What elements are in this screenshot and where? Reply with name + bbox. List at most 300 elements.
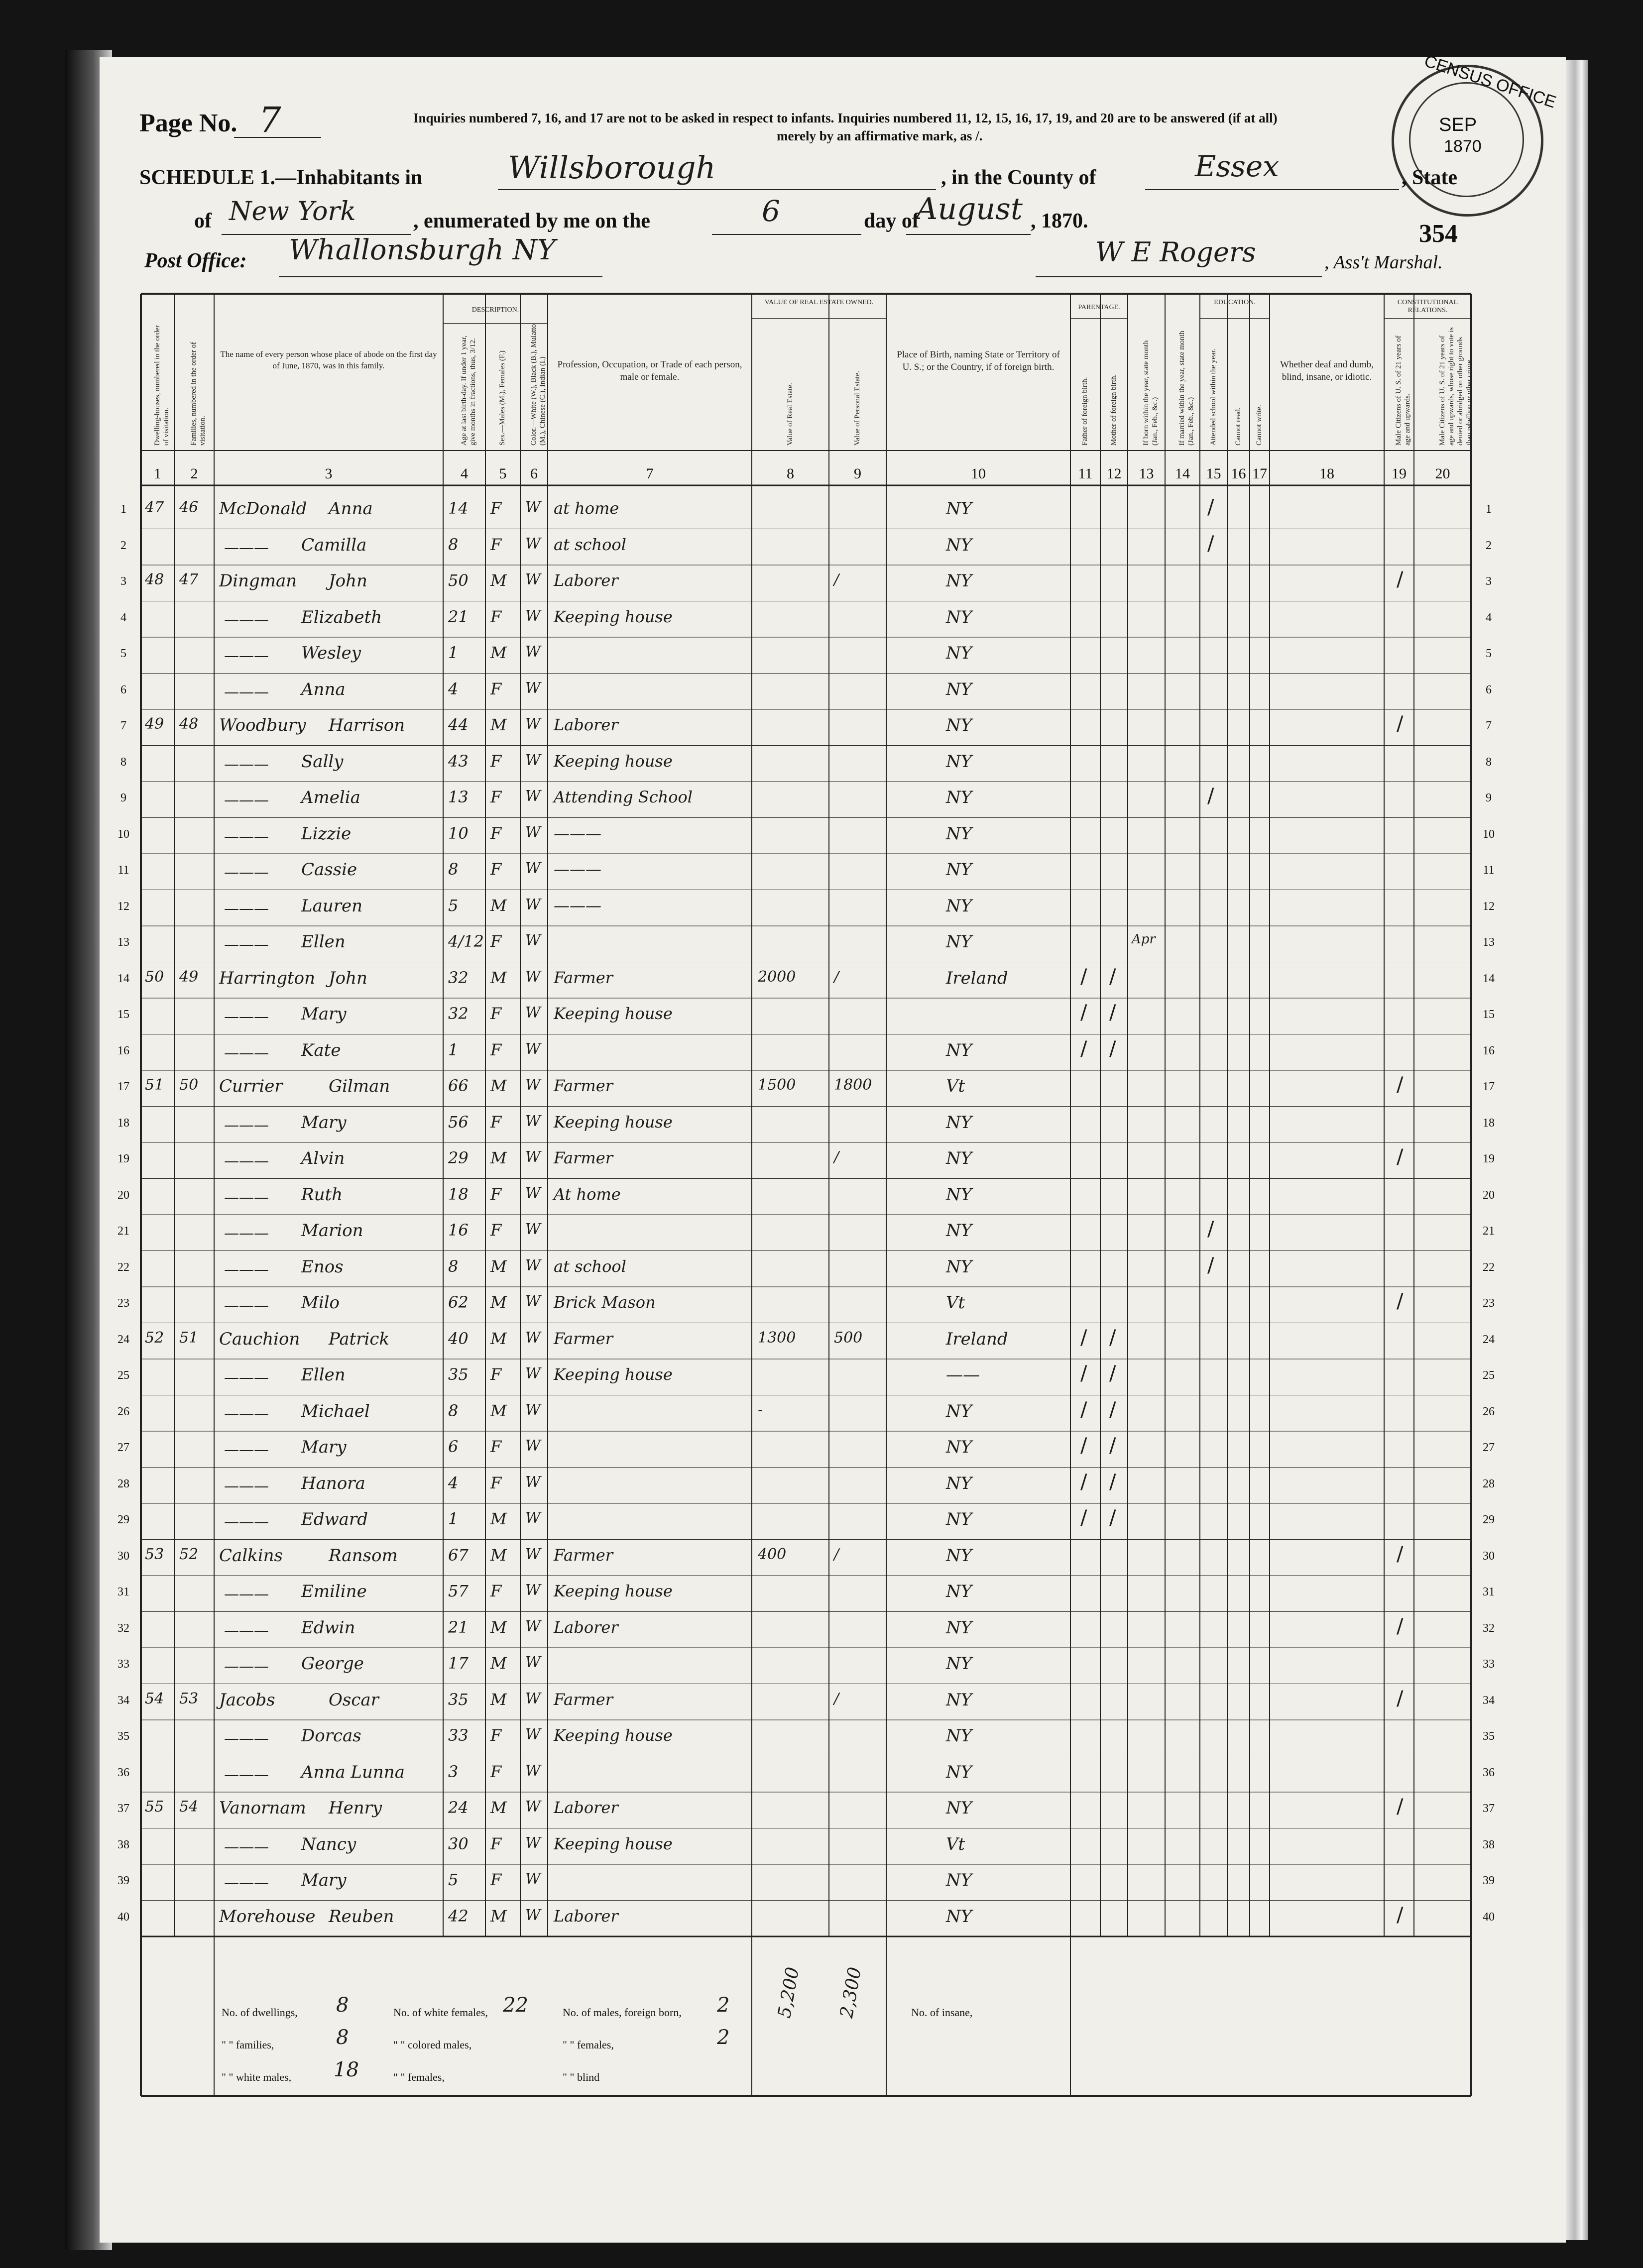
header-c4: Age at last birth-day. If under 1 year, give months in fractions, thus, 3/12.: [460, 335, 477, 446]
given-name: Alvin: [301, 1148, 345, 1168]
family-number: 53: [179, 1690, 199, 1707]
sex: M: [490, 1076, 507, 1095]
stamp-text: CENSUS OFFICE: [1422, 51, 1559, 112]
citizen-mark: /: [1397, 712, 1404, 735]
row-number-left: 19: [117, 1152, 129, 1165]
real-estate-value: 1500: [758, 1076, 796, 1094]
age: 42: [448, 1906, 469, 1926]
occupation: Farmer: [554, 1329, 613, 1348]
given-name: Ellen: [301, 1365, 346, 1385]
father-foreign-mark: /: [1080, 1470, 1087, 1493]
age: 8: [448, 535, 459, 554]
age: 1: [448, 1509, 459, 1528]
header-c12: Mother of foreign birth.: [1109, 374, 1118, 446]
occupation: Laborer: [554, 1617, 618, 1637]
color: W: [525, 1798, 541, 1815]
color: W: [525, 932, 541, 949]
row-number-right: 40: [1483, 1910, 1495, 1924]
occupation: Farmer: [554, 968, 613, 987]
father-foreign-mark: /: [1080, 1398, 1087, 1421]
row-number-right: 15: [1483, 1008, 1495, 1021]
occupation: Farmer: [554, 1545, 613, 1565]
surname: Vanornam: [219, 1798, 306, 1818]
family-number: 50: [179, 1076, 199, 1094]
same-surname-dash: ———: [224, 792, 269, 809]
given-name: Oscar: [329, 1690, 379, 1710]
real-estate-value: 1300: [758, 1329, 796, 1347]
sex: F: [490, 788, 502, 806]
color: W: [525, 1762, 541, 1780]
row-number-right: 18: [1483, 1116, 1495, 1130]
citizen-mark: /: [1397, 1145, 1404, 1168]
row-number-left: 11: [117, 864, 129, 877]
color: W: [525, 751, 541, 769]
schedule-label: SCHEDULE 1.—Inhabitants in: [139, 166, 423, 189]
birthplace: NY: [946, 932, 972, 952]
row-number-left: 30: [117, 1549, 129, 1563]
row-number-right: 16: [1483, 1044, 1495, 1057]
birthplace: NY: [946, 1112, 972, 1133]
row-number-left: 7: [120, 719, 126, 732]
sex: M: [490, 896, 507, 915]
given-name: George: [301, 1654, 364, 1674]
family-number: 54: [179, 1798, 199, 1815]
row-number-right: 6: [1486, 683, 1492, 696]
given-name: Kate: [301, 1040, 341, 1060]
color: W: [525, 1329, 541, 1347]
dwelling-number: 53: [145, 1545, 164, 1563]
marshal-label: , Ass't Marshal.: [1324, 252, 1443, 273]
row-number-right: 24: [1483, 1333, 1495, 1346]
birthplace: Vt: [946, 1834, 965, 1854]
county-label: , in the County of: [941, 166, 1096, 189]
white-males-count: 18: [334, 2058, 359, 2081]
given-name: Anna: [301, 679, 346, 699]
dwelling-number: 52: [145, 1329, 164, 1347]
row-number-left: 12: [117, 900, 129, 913]
same-surname-dash: ———: [224, 1658, 269, 1675]
occupation: Laborer: [554, 715, 618, 734]
color: W: [525, 571, 541, 588]
row-number-right: 29: [1483, 1513, 1495, 1526]
family-number: 46: [179, 499, 199, 516]
group-education: EDUCATION.: [1214, 299, 1256, 306]
given-name: Ransom: [329, 1545, 398, 1566]
birthplace: NY: [946, 607, 972, 627]
row-number-left: 3: [120, 575, 126, 588]
row-number-right: 36: [1483, 1766, 1495, 1779]
age: 24: [448, 1798, 469, 1817]
row-number-right: 2: [1486, 539, 1492, 552]
sex: M: [490, 1148, 507, 1167]
given-name: Mary: [301, 1437, 347, 1457]
occupation: ———: [554, 860, 601, 879]
same-surname-dash: ———: [224, 1405, 269, 1423]
occupation: ———: [554, 823, 601, 843]
females-foreign-label: " " females,: [563, 2039, 614, 2051]
header-c18: Whether deaf and dumb, blind, insane, or idiotic.: [1280, 359, 1374, 382]
color: W: [525, 788, 541, 805]
occupation: Keeping house: [554, 1112, 673, 1132]
header-c20: Male Citizens of U. S. of 21 years of age and upwards, whose right to vote is denied or abridged on other grounds than rebellion or other crime.: [1438, 327, 1473, 446]
surname: McDonald: [219, 499, 307, 519]
age: 57: [448, 1582, 469, 1600]
birthplace: NY: [946, 1870, 972, 1890]
color: W: [525, 1040, 541, 1058]
occupation: at school: [554, 1256, 626, 1276]
column-number: 19: [1392, 465, 1407, 482]
sex: M: [490, 1798, 507, 1817]
same-surname-dash: ———: [224, 1116, 269, 1134]
place-name: Willsborough: [508, 149, 716, 186]
row-number-right: 19: [1483, 1152, 1495, 1165]
birthplace: NY: [946, 1617, 972, 1638]
age: 3: [448, 1762, 459, 1781]
birthplace: NY: [946, 1401, 972, 1421]
given-name: Edwin: [301, 1617, 355, 1638]
dwelling-number: 55: [145, 1798, 164, 1815]
row-number-right: 9: [1486, 792, 1492, 804]
birthplace: NY: [946, 1762, 972, 1782]
same-surname-dash: ———: [224, 1152, 269, 1170]
row-number-left: 10: [117, 827, 129, 841]
mother-foreign-mark: /: [1109, 1398, 1116, 1421]
age: 67: [448, 1545, 469, 1565]
header-c2: Families, numbered in the order of visitation.: [190, 341, 207, 446]
color: W: [525, 1437, 541, 1455]
sex: F: [490, 1870, 502, 1889]
age: 18: [448, 1184, 469, 1204]
row-number-left: 4: [120, 611, 126, 624]
sex: F: [490, 1221, 502, 1240]
birthplace: Vt: [946, 1076, 965, 1096]
given-name: Lauren: [301, 896, 363, 916]
females-foreign-count: 2: [717, 2026, 730, 2049]
row-number-left: 22: [117, 1260, 129, 1274]
same-surname-dash: ———: [224, 900, 269, 917]
same-surname-dash: ———: [224, 1369, 269, 1386]
row-number-left: 5: [120, 647, 126, 660]
birth-month: Apr: [1132, 932, 1156, 947]
row-number-left: 1: [120, 503, 126, 516]
birthplace: NY: [946, 1798, 972, 1818]
birthplace: NY: [946, 1690, 972, 1710]
surname: Jacobs: [219, 1690, 275, 1710]
header-c9: Value of Personal Estate.: [853, 371, 861, 446]
sex: M: [490, 1906, 507, 1926]
dwellings-count: 8: [336, 1994, 349, 2017]
marshal-name: W E Rogers: [1095, 236, 1256, 268]
citizen-mark: /: [1397, 568, 1404, 591]
dwelling-number: 50: [145, 968, 164, 986]
occupation: Laborer: [554, 571, 618, 590]
same-surname-dash: ———: [224, 1838, 269, 1856]
color: W: [525, 1834, 541, 1852]
sex: M: [490, 1256, 507, 1276]
row-number-right: 32: [1483, 1621, 1495, 1635]
sex: M: [490, 1654, 507, 1673]
occupation: at school: [554, 535, 626, 554]
real-estate-value: 400: [758, 1545, 787, 1563]
column-number: 9: [854, 465, 861, 482]
row-number-left: 26: [117, 1405, 129, 1418]
sex: M: [490, 571, 507, 590]
given-name: Anna Lunna: [301, 1762, 405, 1782]
given-name: Anna: [329, 499, 373, 519]
row-number-right: 3: [1486, 575, 1492, 588]
enumerated-label: , enumerated by me on the: [413, 210, 650, 232]
insane-label: No. of insane,: [911, 2006, 973, 2019]
citizen-mark: /: [1397, 1542, 1404, 1566]
color: W: [525, 1690, 541, 1707]
sex: M: [490, 1509, 507, 1528]
sex: F: [490, 607, 502, 626]
group-value: VALUE OF REAL ESTATE OWNED.: [764, 299, 874, 306]
row-number-left: 39: [117, 1874, 129, 1887]
age: 35: [448, 1365, 469, 1384]
mother-foreign-mark: /: [1109, 965, 1116, 988]
given-name: Gilman: [329, 1076, 390, 1096]
sex: F: [490, 499, 502, 518]
row-number-left: 15: [117, 1008, 129, 1021]
surname: Dingman: [219, 571, 297, 591]
enumeration-month: August: [916, 192, 1023, 227]
state-label: , State: [1402, 166, 1457, 189]
family-number: 47: [179, 571, 199, 588]
school-mark: /: [1207, 1218, 1214, 1241]
row-number-left: 24: [117, 1333, 129, 1346]
row-number-left: 25: [117, 1369, 129, 1382]
given-name: Nancy: [301, 1834, 356, 1854]
given-name: Ruth: [301, 1184, 343, 1205]
age: 1: [448, 643, 459, 662]
row-number-right: 27: [1483, 1441, 1495, 1454]
mother-foreign-mark: /: [1109, 1362, 1116, 1385]
age: 5: [448, 896, 459, 915]
birthplace: NY: [946, 1545, 972, 1566]
column-number: 8: [787, 465, 794, 482]
birthplace: Ireland: [946, 1329, 1008, 1349]
given-name: Camilla: [301, 535, 367, 555]
same-surname-dash: ———: [224, 1225, 269, 1242]
given-name: Emiline: [301, 1582, 367, 1601]
age: 35: [448, 1690, 469, 1709]
row-number-right: 8: [1486, 755, 1492, 769]
surname: Morehouse: [219, 1906, 316, 1927]
same-surname-dash: ———: [224, 1477, 269, 1495]
same-surname-dash: ———: [224, 1874, 269, 1892]
header-c19: Male Citizens of U. S. of 21 years of age and upwards.: [1395, 336, 1411, 446]
given-name: Marion: [301, 1221, 363, 1241]
color: W: [525, 1654, 541, 1671]
color: W: [525, 860, 541, 877]
mother-foreign-mark: /: [1109, 1470, 1116, 1493]
color: W: [525, 535, 541, 553]
color: W: [525, 643, 541, 661]
sex: M: [490, 1401, 507, 1420]
header-c10: Place of Birth, naming State or Territory of U. S.; or the Country, if of foreign birth.: [897, 349, 1060, 372]
row-number-left: 40: [117, 1910, 129, 1924]
row-number-right: 22: [1483, 1260, 1495, 1274]
same-surname-dash: ———: [224, 1586, 269, 1603]
occupation: Keeping house: [554, 1582, 673, 1600]
school-mark: /: [1207, 496, 1214, 519]
column-number: 1: [154, 465, 161, 482]
occupation: Farmer: [554, 1076, 613, 1095]
row-number-left: 37: [117, 1802, 129, 1815]
row-number-left: 32: [117, 1621, 129, 1635]
citizen-mark: /: [1397, 1795, 1404, 1818]
surname: Calkins: [219, 1545, 283, 1566]
occupation: Laborer: [554, 1798, 618, 1817]
row-number-right: 28: [1483, 1477, 1495, 1490]
stamp-year: 1870: [1444, 137, 1482, 156]
same-surname-dash: ———: [224, 936, 269, 953]
family-number: 48: [179, 715, 199, 733]
families-count: 8: [336, 2026, 349, 2049]
row-number-right: 35: [1483, 1730, 1495, 1743]
age: 6: [448, 1437, 459, 1456]
occupation: At home: [554, 1184, 621, 1204]
header-c16: Cannot read.: [1234, 407, 1242, 446]
row-number-right: 4: [1486, 611, 1492, 624]
dwelling-number: 48: [145, 571, 164, 588]
personal-estate-value: /: [834, 571, 839, 588]
column-number: 3: [325, 465, 333, 482]
age: 40: [448, 1329, 469, 1348]
same-surname-dash: ———: [224, 1621, 269, 1639]
occupation: Laborer: [554, 1906, 618, 1926]
age: 17: [448, 1654, 469, 1673]
same-surname-dash: ———: [224, 683, 269, 701]
dwelling-number: 49: [145, 715, 164, 733]
occupation: Keeping house: [554, 607, 673, 626]
same-surname-dash: ———: [224, 1044, 269, 1062]
given-name: Reuben: [329, 1906, 394, 1927]
birthplace: NY: [946, 1726, 972, 1746]
birthplace: ——: [946, 1365, 980, 1385]
group-parentage: PARENTAGE.: [1078, 304, 1120, 311]
given-name: Wesley: [301, 643, 361, 663]
row-number-right: 14: [1483, 972, 1495, 985]
same-surname-dash: ———: [224, 1766, 269, 1784]
surname: Woodbury: [219, 715, 306, 735]
row-number-right: 26: [1483, 1405, 1495, 1418]
age: 56: [448, 1112, 469, 1132]
row-number-right: 20: [1483, 1188, 1495, 1202]
given-name: Mary: [301, 1004, 347, 1024]
occupation: Attending School: [554, 788, 693, 806]
row-number-right: 31: [1483, 1586, 1495, 1598]
same-surname-dash: ———: [224, 539, 269, 557]
column-number: 16: [1231, 465, 1246, 482]
color: W: [525, 1726, 541, 1743]
sex: F: [490, 1582, 502, 1600]
row-number-right: 17: [1483, 1080, 1495, 1093]
school-mark: /: [1207, 532, 1214, 555]
birthplace: NY: [946, 1040, 972, 1060]
birthplace: NY: [946, 535, 972, 555]
color: W: [525, 1509, 541, 1527]
stamp-month: SEP: [1439, 114, 1477, 135]
row-number-left: 21: [117, 1225, 129, 1238]
column-number: 20: [1435, 465, 1450, 482]
father-foreign-mark: /: [1080, 965, 1087, 988]
column-number: 6: [530, 465, 538, 482]
sex: F: [490, 1040, 502, 1059]
sex: F: [490, 1473, 502, 1492]
families-label: " " families,: [222, 2039, 274, 2051]
father-foreign-mark: /: [1080, 1037, 1087, 1060]
family-number: 52: [179, 1545, 199, 1563]
same-surname-dash: ———: [224, 1188, 269, 1206]
same-surname-dash: ———: [224, 611, 269, 629]
color: W: [525, 607, 541, 625]
mother-foreign-mark: /: [1109, 1001, 1116, 1024]
column-number: 17: [1252, 465, 1267, 482]
colored-males-label: " " colored males,: [393, 2039, 472, 2051]
personal-estate-value: /: [834, 1148, 839, 1166]
row-number-left: 31: [117, 1586, 129, 1598]
same-surname-dash: ———: [224, 1297, 269, 1314]
row-number-right: 13: [1483, 936, 1495, 949]
instructions-line1: Inquiries numbered 7, 16, and 17 are not to be asked in respect to infants. Inquiries numbered 11, 12, 15, 16, 17, 19, and 20 are to be answered (if at all): [413, 111, 1278, 125]
white-females-count: 22: [503, 1994, 528, 2017]
color: W: [525, 1004, 541, 1021]
row-number-left: 29: [117, 1513, 129, 1526]
birthplace: Vt: [946, 1293, 965, 1313]
row-number-left: 14: [117, 972, 129, 985]
post-office-name: Whallonsburgh NY: [289, 234, 556, 266]
birthplace: NY: [946, 896, 972, 916]
dwelling-number: 54: [145, 1690, 164, 1707]
row-number-right: 5: [1486, 647, 1492, 660]
county-name: Essex: [1195, 149, 1279, 183]
age: 1: [448, 1040, 459, 1059]
age: 66: [448, 1076, 469, 1095]
occupation: ———: [554, 896, 601, 915]
column-number: 10: [971, 465, 986, 482]
year-label: , 1870.: [1031, 210, 1088, 232]
mother-foreign-mark: /: [1109, 1037, 1116, 1060]
birthplace: NY: [946, 860, 972, 880]
birthplace: NY: [946, 1473, 972, 1493]
given-name: John: [329, 571, 367, 591]
column-number: 14: [1175, 465, 1190, 482]
day-of-label: day of: [864, 210, 919, 232]
occupation: Keeping house: [554, 1004, 673, 1023]
total-real-estate: 5,200: [774, 1965, 804, 2020]
sex: F: [490, 1762, 502, 1781]
surname: Currier: [219, 1076, 283, 1096]
row-number-left: 33: [117, 1658, 129, 1671]
column-number: 11: [1078, 465, 1093, 482]
age: 8: [448, 1401, 459, 1420]
occupation: Farmer: [554, 1148, 613, 1167]
row-number-left: 18: [117, 1116, 129, 1130]
sex: F: [490, 860, 502, 879]
color: W: [525, 1184, 541, 1202]
group-constitutional: CONSTITUTIONAL RELATIONS.: [1397, 299, 1458, 314]
occupation: Farmer: [554, 1690, 613, 1709]
age: 32: [448, 1004, 469, 1023]
page-label: Page No.: [139, 109, 237, 137]
mother-foreign-mark: /: [1109, 1506, 1116, 1529]
occupation: Keeping house: [554, 1726, 673, 1745]
citizen-mark: /: [1397, 1614, 1404, 1638]
sex: F: [490, 1184, 502, 1204]
enumeration-day: 6: [762, 194, 780, 228]
